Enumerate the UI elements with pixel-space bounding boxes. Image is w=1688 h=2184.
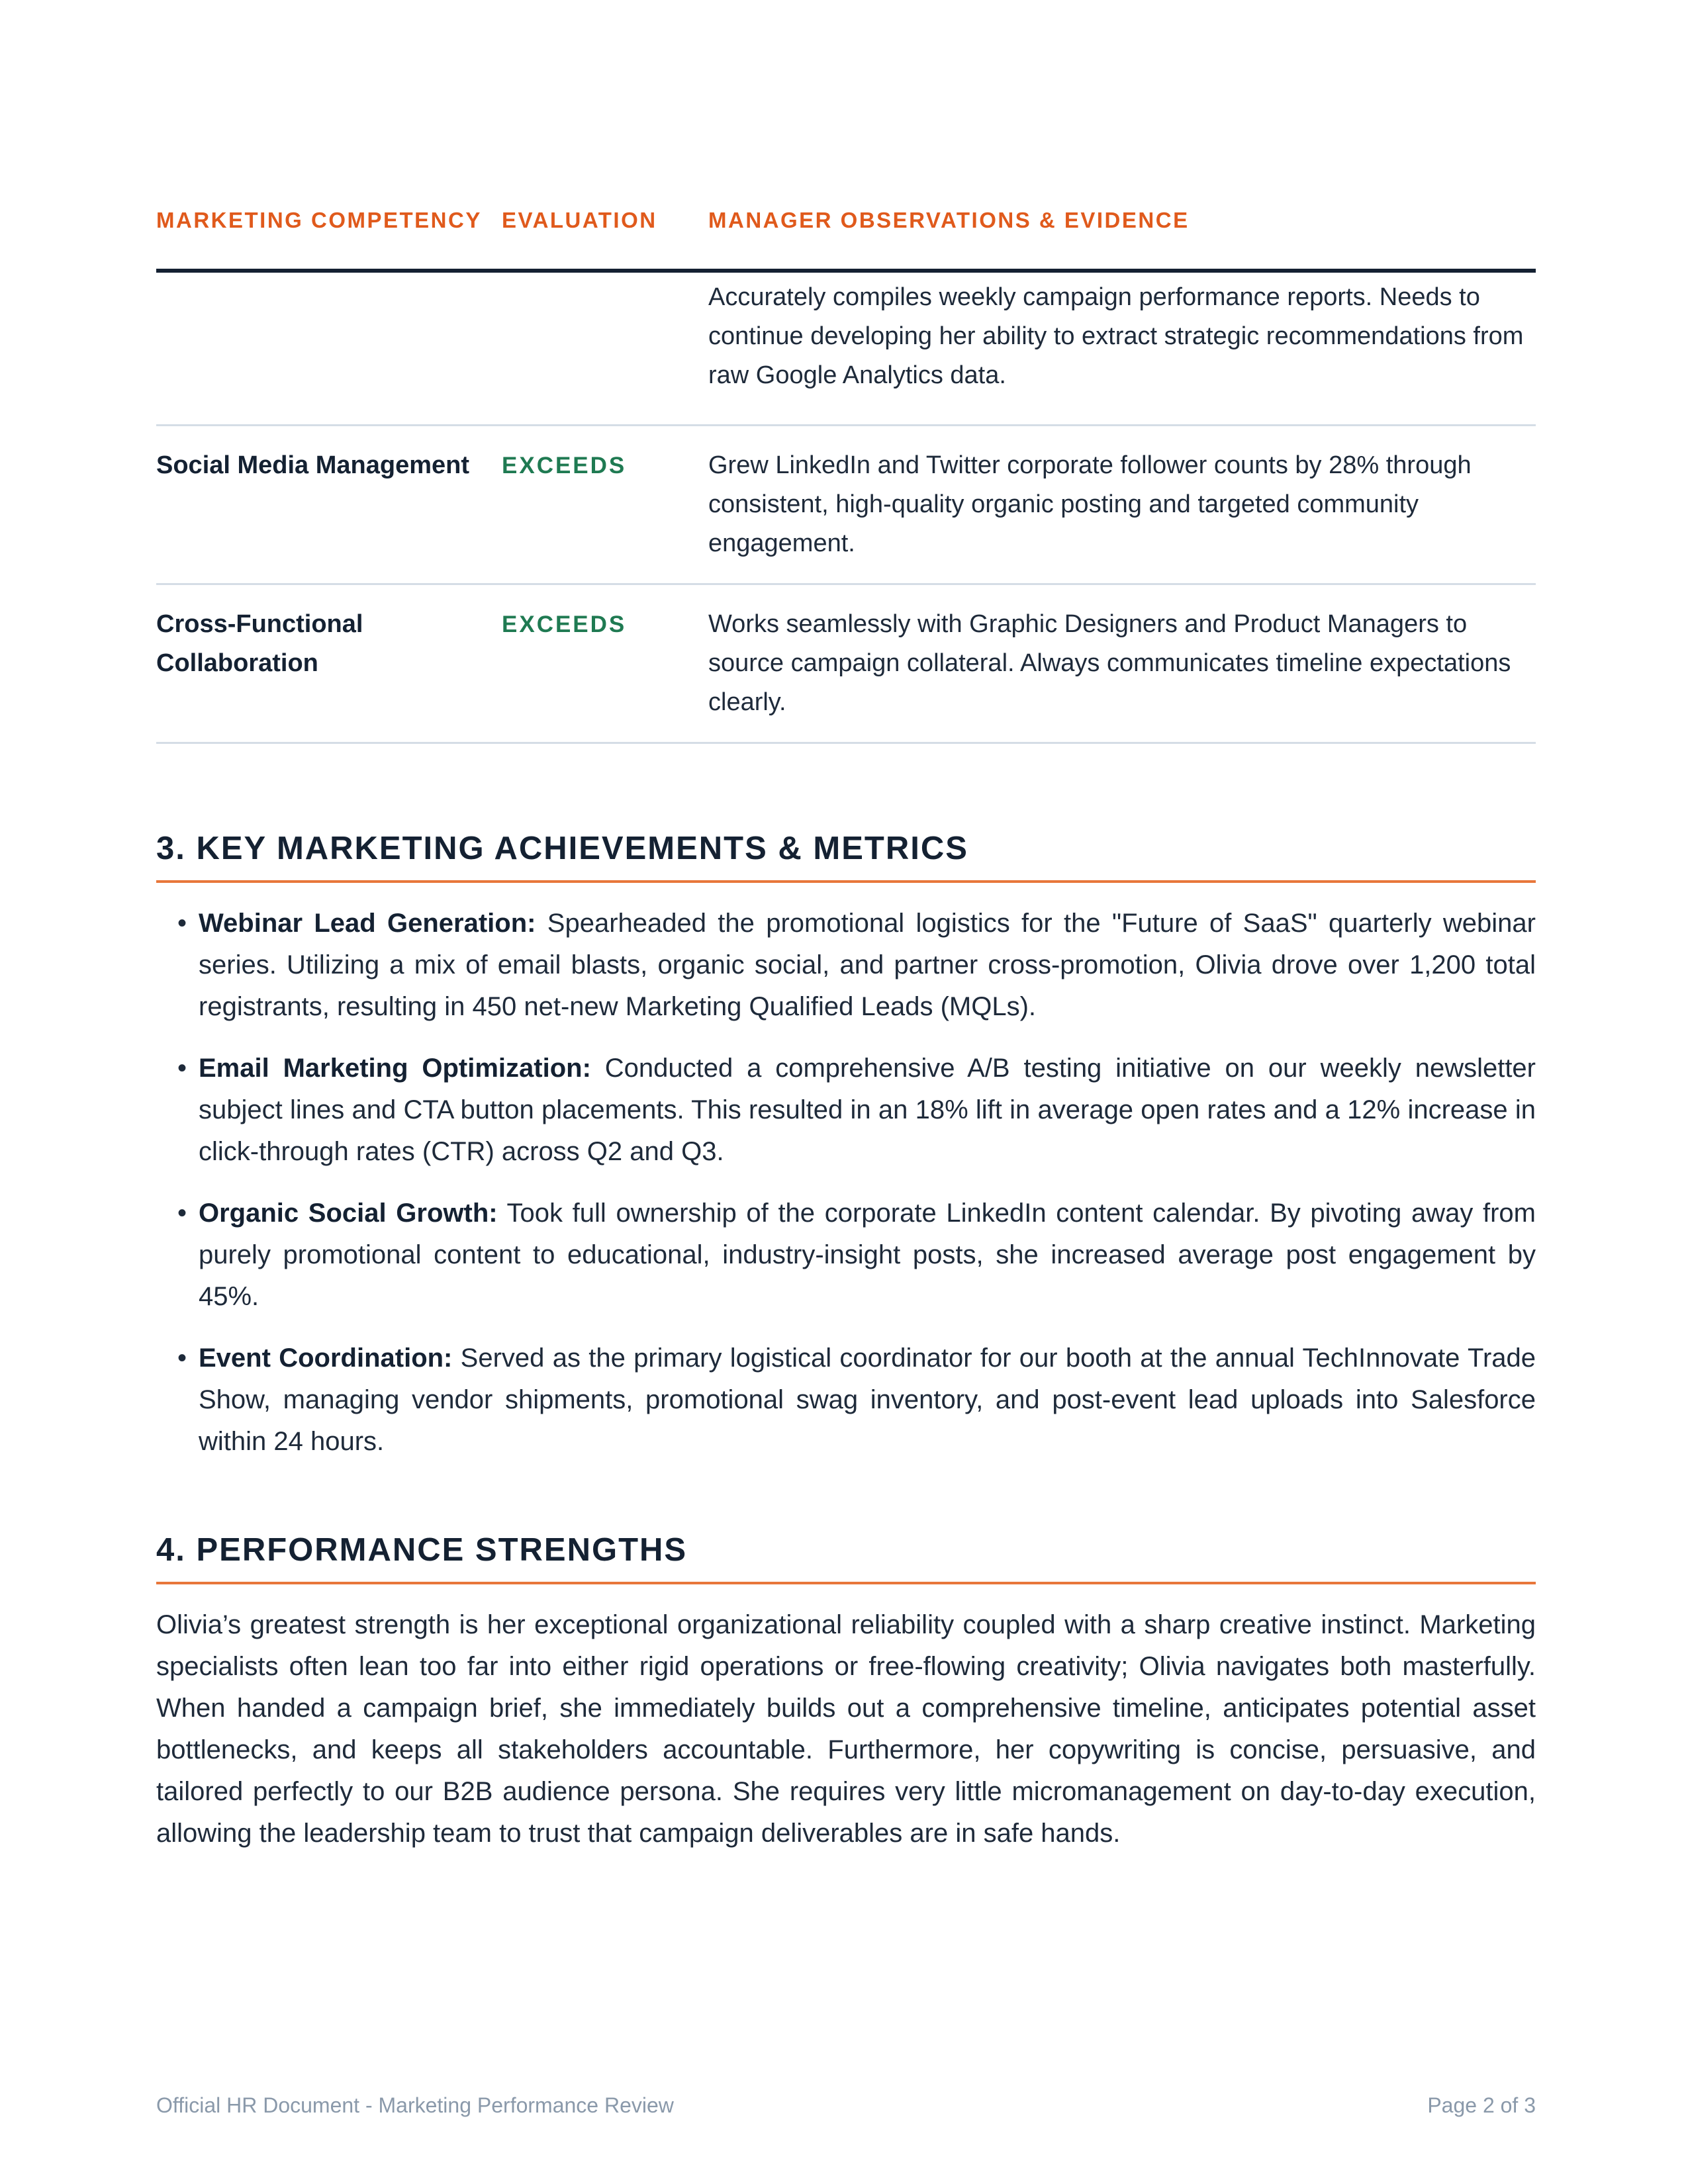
section-achievements — [156, 830, 1536, 1482]
competency-cell — [156, 278, 502, 395]
item-label: Webinar Lead Generation: — [199, 909, 536, 938]
table-row — [156, 273, 1536, 426]
section-title: 4. PERFORMANCE STRENGTHS — [156, 1531, 1536, 1584]
list-item: • Organic Social Growth: Took full ownership of the corporate LinkedIn content calendar. By pivoting away from purely promotional content to educational, industry-insight posts, she increased average post engagement by 45%. — [177, 1199, 1536, 1311]
page-footer — [156, 2093, 1536, 2118]
section-title: 3. KEY MARKETING ACHIEVEMENTS & METRICS — [156, 830, 1536, 883]
item-label: Event Coordination: — [199, 1343, 453, 1373]
evaluation-badge: EXCEEDS — [502, 453, 627, 478]
list-item: • Event Coordination: Served as the primary logistical coordinator for our booth at the annual TechInnovate Trade Show, managing vendor shipments, promotional swag inventory, and post-event lead uploads into Salesforce within 24 hours. — [177, 1343, 1536, 1456]
table-row — [156, 426, 1536, 585]
list-item: • Webinar Lead Generation: Spearheaded the promotional logistics for the "Future of SaaS" quarterly webinar series. Utilizing a mix of email blasts, organic social, and partner cross-promotion, Olivia drove over 1,200 total registrants, resulting in 450 net-new Marketing Qualified Leads (MQLs). — [177, 909, 1536, 1021]
competency-table — [156, 172, 1536, 744]
list-item: • Email Marketing Optimization: Conducted a comprehensive A/B testing initiative on our weekly newsletter subject lines and CTA button placements. This resulted in an 18% lift in average open rates and a 12% increase in click-through rates (CTR) across Q2 and Q3. — [177, 1054, 1536, 1166]
page-number: Page 2 of 3 — [1427, 2093, 1536, 2117]
table-header — [156, 172, 1536, 273]
item-text: Spearheaded the promotional logistics for the "Future of SaaS" quarterly webinar series. Utilizing a mix of email blasts, organic social, and partner cross-promotion, Olivia drove over 1,200 total registrants, resulting in 450 net-new Marketing Qualified Leads (MQLs). — [199, 909, 1536, 1021]
evaluation-cell — [502, 278, 708, 395]
item-text: Served as the primary logistical coordinator for our booth at the annual TechInnovate Trade Show, managing vendor shipments, promotional swag inventory, and post-event lead uploads into Salesforce within 24 hours. — [199, 1343, 1536, 1456]
table-row — [156, 585, 1536, 744]
strengths-paragraph: Olivia’s greatest strength is her exceptional organizational reliability coupled with a sharp creative instinct. Marketing specialists often lean too far into either rigid operations or free-flowing creativity; Olivia navigates both masterfully. When handed a campaign brief, she immediately builds out a comprehensive timeline, anticipates potential asset bottlenecks, and keeps all stakeholders accountable. Furthermore, her copywriting is concise, persuasive, and tailored perfectly to our B2B audience persona. She requires very little micromanagement on day-to-day execution, allowing the leadership team to trust that campaign deliverables are in safe hands. — [156, 1610, 1536, 1848]
header-competency: MARKETING COMPETENCY — [156, 208, 482, 232]
competency-cell: Social Media Management — [156, 451, 470, 479]
footer-document-label: Official HR Document - Marketing Performance Review — [156, 2093, 674, 2117]
observation-cell: Works seamlessly with Graphic Designers and Product Managers to source campaign collateral. Always communicates timeline expectations clearly. — [708, 610, 1511, 716]
section-strengths — [156, 1531, 1536, 1854]
competency-cell: Cross-Functional Collaboration — [156, 610, 363, 677]
item-label: Email Marketing Optimization: — [199, 1054, 591, 1083]
achievements-list — [156, 903, 1536, 1463]
observation-cell: Grew LinkedIn and Twitter corporate follower counts by 28% through consistent, high-quality organic posting and targeted community engagement. — [708, 451, 1472, 557]
header-observations: MANAGER OBSERVATIONS & EVIDENCE — [708, 208, 1190, 232]
item-label: Organic Social Growth: — [199, 1199, 498, 1228]
item-text: Took full ownership of the corporate LinkedIn content calendar. By pivoting away from purely promotional content to educational, industry-insight posts, she increased average post engagement by 45%. — [199, 1199, 1536, 1311]
header-evaluation: EVALUATION — [502, 208, 657, 232]
item-text: Conducted a comprehensive A/B testing initiative on our weekly newsletter subject lines and CTA button placements. This resulted in an 18% lift in average open rates and a 12% increase in click-through rates (CTR) across Q2 and Q3. — [199, 1054, 1536, 1166]
observation-cell: Accurately compiles weekly campaign performance reports. Needs to continue developing her ability to extract strategic recommendations from raw Google Analytics data. — [708, 283, 1524, 389]
evaluation-badge: EXCEEDS — [502, 612, 627, 637]
